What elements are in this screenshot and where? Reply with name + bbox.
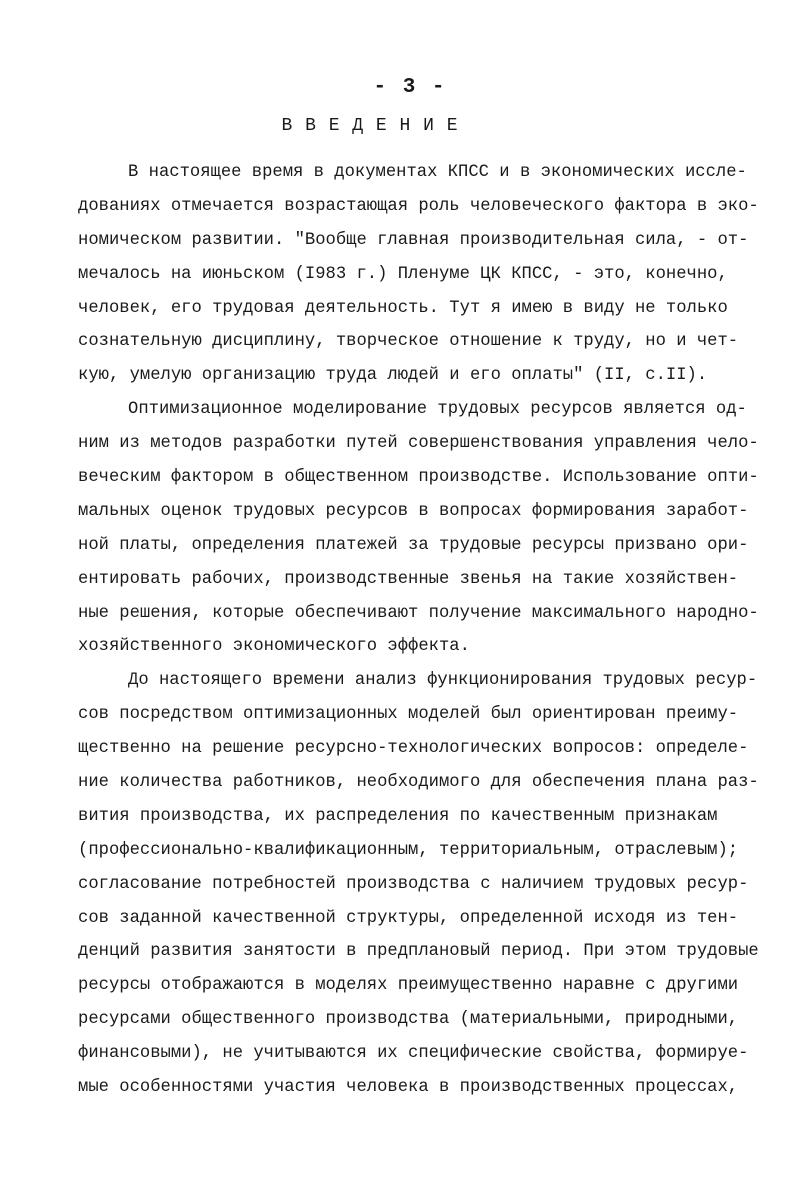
text-line: кую, умелую организацию труда людей и его оплаты" (II, с.II). <box>78 366 708 386</box>
body-text <box>78 156 778 1105</box>
text-line: ной платы, определения платежей за трудовые ресурсы призвано ори- <box>78 535 749 555</box>
text-line: мечалось на июньском (I983 г.) Пленуме ЦК КПСС, - это, конечно, <box>78 264 728 284</box>
text-line: согласование потребностей производства с наличием трудовых ресур- <box>78 874 749 894</box>
text-line: финансовыми), не учитываются их специфические свойства, формируе- <box>78 1044 749 1064</box>
text-line: До настоящего времени анализ функционирования трудовых ресур- <box>128 671 758 691</box>
text-line: мые особенностями участия человека в производственных процессах, <box>78 1078 739 1098</box>
text-line: хозяйственного экономического эффекта. <box>78 637 470 657</box>
text-line: сов посредством оптимизационных моделей был ориентирован преиму- <box>78 705 739 725</box>
text-line: веческим фактором в общественном производстве. Использование опти- <box>78 468 759 488</box>
text-line: ентировать рабочих, производственные звенья на такие хозяйствен- <box>78 569 739 589</box>
text-line: сов заданной качественной структуры, определенной исходя из тен- <box>78 908 739 928</box>
section-heading: В В Е Д Е Н И Е <box>281 116 459 136</box>
text-line: дованиях отмечается возрастающая роль человеческого фактора в эко- <box>78 196 759 216</box>
text-line: В настоящее время в документах КПСС и в экономических иссле- <box>128 163 747 182</box>
text-line: ним из методов разработки путей совершенствования управления чело- <box>78 434 759 454</box>
text-line: вития производства, их распределения по качественным признакам <box>78 806 718 826</box>
page-number: - 3 - <box>373 76 447 99</box>
text-line: ресурсами общественного производства (материальными, природными, <box>78 1010 739 1030</box>
text-line: сознательную дисциплину, творческое отношение к труду, но и чет- <box>78 332 739 352</box>
text-line: денций развития занятости в предплановый период. При этом трудовые <box>78 942 759 962</box>
text-line: мальных оценок трудовых ресурсов в вопросах формирования заработ- <box>78 501 749 521</box>
text-line: щественно на решение ресурсно-технологических вопросов: определе- <box>78 739 749 759</box>
text-line: ные решения, которые обеспечивают получение максимального народно- <box>78 603 759 623</box>
text-line: номическом развитии. "Вообще главная производительная сила, - от- <box>78 230 749 250</box>
text-line: (профессионально-квалификационным, территориальным, отраслевым); <box>78 840 739 860</box>
text-line: ние количества работников, необходимого для обеспечения плана раз- <box>78 773 759 793</box>
text-line: Оптимизационное моделирование трудовых ресурсов является од- <box>128 400 747 420</box>
text-line: человек, его трудовая деятельность. Тут я имею в виду не только <box>78 298 728 318</box>
text-line: ресурсы отображаются в моделях преимущественно наравне с другими <box>78 976 739 996</box>
